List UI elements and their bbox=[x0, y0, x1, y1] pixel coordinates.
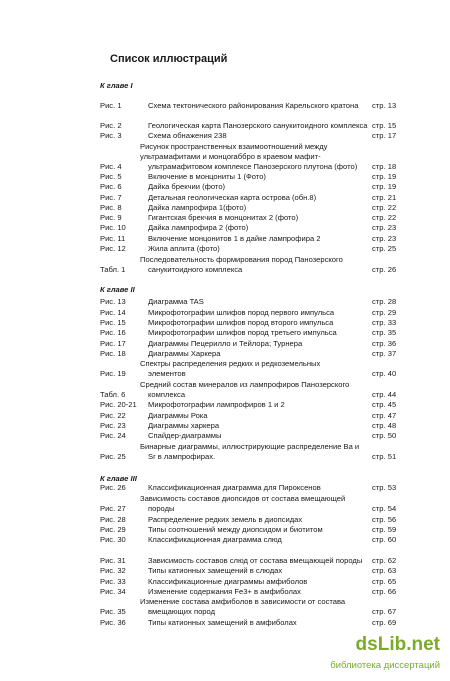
entry-number: Рис. 2 bbox=[100, 121, 122, 130]
entry-number: Рис. 31 bbox=[100, 556, 126, 565]
entry-page-ref: стр. 67 bbox=[372, 607, 397, 617]
entry-description: Дайка брекчии (фото) bbox=[148, 182, 226, 191]
entry-number: Рис. 17 bbox=[100, 339, 126, 348]
entry-number: Рис. 27 bbox=[100, 504, 126, 514]
entry-description: Спайдер-диаграммы bbox=[148, 431, 222, 440]
entry-description: Диаграммы Харкера bbox=[148, 349, 221, 358]
entry-page-ref: стр. 60 bbox=[372, 535, 397, 544]
entry-description: Последовательность формирования пород Панозерского bbox=[140, 255, 343, 264]
entry-number: Рис. 5 bbox=[100, 172, 122, 181]
entry-page-ref: стр. 17 bbox=[372, 131, 397, 140]
entry-description: Средний состав минералов из лампрофиров Панозерского bbox=[140, 380, 350, 389]
entry-number: Рис. 12 bbox=[100, 244, 126, 253]
entry-description: Типы катионных замещений в слюдах bbox=[148, 566, 283, 575]
entry-description: элементов bbox=[148, 369, 186, 379]
entry-description: породы bbox=[148, 504, 175, 514]
entry-description: Гигантская брекчия в монцонитах 2 (фото) bbox=[148, 213, 299, 222]
entry-description: Рисунок пространственных взаимоотношений между bbox=[140, 142, 328, 151]
entry-description: Диаграммы Рока bbox=[148, 411, 208, 420]
entry-number: Рис. 11 bbox=[100, 234, 126, 243]
entry-page-ref: стр. 40 bbox=[372, 369, 397, 379]
entry-description: Диаграммы харкера bbox=[148, 421, 220, 430]
entry-page-ref: стр. 44 bbox=[372, 390, 397, 400]
entry-description: Дайка лампрофира 1(фото) bbox=[148, 203, 247, 212]
entry-number: Рис. 16 bbox=[100, 328, 126, 337]
entry-number: Рис. 9 bbox=[100, 213, 122, 222]
entry-page-ref: стр. 21 bbox=[372, 193, 397, 202]
entry-description: вмещающих пород bbox=[148, 607, 216, 617]
entry-number: Рис. 19 bbox=[100, 369, 126, 379]
entry-description: Типы соотношений между диопсидом и биотитом bbox=[148, 525, 323, 534]
entry-description: Классификационная диаграмма для Пироксенов bbox=[148, 483, 321, 492]
entry-description: ультрамафитами и монцогаббро в краевом мафит- bbox=[140, 152, 321, 162]
entry-number: Рис. 29 bbox=[100, 525, 126, 534]
entry-page-ref: стр. 28 bbox=[372, 297, 397, 306]
logo-subtitle: библиотека диссертаций bbox=[330, 660, 440, 671]
entry-page-ref: стр. 33 bbox=[372, 318, 397, 327]
entry-page-ref: стр. 47 bbox=[372, 411, 397, 420]
entry-description: Дайка лампрофира 2 (фото) bbox=[148, 223, 249, 232]
entry-page-ref: стр. 23 bbox=[372, 223, 397, 232]
entry-description: Микрофотографии лампрофиров 1 и 2 bbox=[148, 400, 285, 409]
dslib-watermark-logo bbox=[330, 634, 446, 678]
chapter-heading: К главе I bbox=[100, 81, 133, 90]
entry-page-ref: стр. 53 bbox=[372, 483, 397, 492]
entry-number: Табл. 1 bbox=[100, 265, 126, 275]
chapter-heading: К главе III bbox=[100, 474, 137, 483]
entry-description: Включение в монцониты 1 (Фото) bbox=[148, 172, 266, 181]
entry-page-ref: стр. 37 bbox=[372, 349, 397, 358]
entry-number: Рис. 23 bbox=[100, 421, 126, 430]
entry-number: Рис. 4 bbox=[100, 162, 122, 172]
entry-description: комплекса bbox=[148, 390, 186, 400]
entry-number: Рис. 28 bbox=[100, 515, 126, 524]
entry-number: Рис. 10 bbox=[100, 223, 126, 232]
entry-description: Классификационные диаграммы амфиболов bbox=[148, 577, 308, 586]
entry-description: Схема тектонического районирования Карельского кратона bbox=[148, 101, 359, 110]
entry-number: Рис. 8 bbox=[100, 203, 122, 212]
entry-page-ref: стр. 18 bbox=[372, 162, 397, 172]
entry-page-ref: стр. 36 bbox=[372, 339, 397, 348]
entry-description: Геологическая карта Панозерского санукитоидного комплекса bbox=[148, 121, 368, 130]
entry-number: Рис. 30 bbox=[100, 535, 126, 544]
entry-description: Микрофотографии шлифов пород первого импульса bbox=[148, 308, 335, 317]
entry-number: Рис. 3 bbox=[100, 131, 122, 140]
entry-page-ref: стр. 29 bbox=[372, 308, 397, 317]
entry-page-ref: стр. 22 bbox=[372, 213, 397, 222]
entry-number: Рис. 15 bbox=[100, 318, 126, 327]
logo-brand: dsLib.net bbox=[355, 634, 440, 655]
entry-page-ref: стр. 13 bbox=[372, 101, 397, 110]
entry-page-ref: стр. 48 bbox=[372, 421, 397, 430]
entry-page-ref: стр. 63 bbox=[372, 566, 397, 575]
entry-description: Зависимость составов слюд от состава вмещающей породы bbox=[148, 556, 363, 565]
entry-page-ref: стр. 15 bbox=[372, 121, 397, 130]
entry-page-ref: стр. 65 bbox=[372, 577, 397, 586]
entry-description: Детальная геологическая карта острова (обн.8) bbox=[148, 193, 317, 202]
entry-number: Табл. 6 bbox=[100, 390, 126, 400]
entry-page-ref: стр. 50 bbox=[372, 431, 397, 440]
entry-description: Классификационная диаграмма слюд bbox=[148, 535, 282, 544]
entry-number: Рис. 20-21 bbox=[100, 400, 137, 409]
entry-description: санукитоидного комплекса bbox=[148, 265, 243, 275]
entry-number: Рис. 1 bbox=[100, 101, 122, 110]
entry-description: Жила аплита (фото) bbox=[148, 244, 220, 253]
entry-page-ref: стр. 26 bbox=[372, 265, 397, 275]
entry-number: Рис. 34 bbox=[100, 587, 126, 596]
entry-number: Рис. 14 bbox=[100, 308, 126, 317]
entry-description: Диаграммы Пецерилло и Тейлора; Турнера bbox=[148, 339, 303, 348]
entry-description: Спектры распределения редких и редкоземельных bbox=[140, 359, 321, 368]
entry-number: Рис. 24 bbox=[100, 431, 126, 440]
entry-number: Рис. 33 bbox=[100, 577, 126, 586]
entry-page-ref: стр. 69 bbox=[372, 618, 397, 627]
entry-description: Включение монцонитов 1 в дайке лампрофира 2 bbox=[148, 234, 321, 243]
entry-description: Распределение редких земель в диопсидах bbox=[148, 515, 303, 524]
page-title: Список иллюстраций bbox=[110, 53, 228, 65]
entry-description: Зависимость составов диопсидов от состава вмещающей bbox=[140, 494, 346, 503]
entry-description: Sr в лампрофирах. bbox=[148, 452, 216, 462]
entry-page-ref: стр. 19 bbox=[372, 172, 397, 181]
entry-page-ref: стр. 35 bbox=[372, 328, 397, 337]
entry-page-ref: стр. 62 bbox=[372, 556, 397, 565]
entry-page-ref: стр. 54 bbox=[372, 504, 397, 514]
entry-number: Рис. 25 bbox=[100, 452, 126, 462]
entry-page-ref: стр. 51 bbox=[372, 452, 397, 462]
entry-description: Изменение содержания Fe3+ в амфиболах bbox=[148, 587, 301, 596]
entry-page-ref: стр. 56 bbox=[372, 515, 397, 524]
entry-number: Рис. 22 bbox=[100, 411, 126, 420]
chapter-heading: К главе II bbox=[100, 285, 135, 294]
entry-page-ref: стр. 23 bbox=[372, 234, 397, 243]
entry-page-ref: стр. 25 bbox=[372, 244, 397, 253]
entry-description: Микрофотографии шлифов пород второго импульса bbox=[148, 318, 334, 327]
entry-number: Рис. 6 bbox=[100, 182, 122, 191]
entry-page-ref: стр. 19 bbox=[372, 182, 397, 191]
entry-description: Микрофотографии шлифов пород третьего импульса bbox=[148, 328, 337, 337]
entry-number: Рис. 36 bbox=[100, 618, 126, 627]
entry-number: Рис. 26 bbox=[100, 483, 126, 492]
entry-page-ref: стр. 59 bbox=[372, 525, 397, 534]
entry-page-ref: стр. 22 bbox=[372, 203, 397, 212]
entry-description: Типы катионных замещений в амфиболах bbox=[148, 618, 297, 627]
entry-description: Диаграмма TAS bbox=[148, 297, 204, 306]
entry-number: Рис. 32 bbox=[100, 566, 126, 575]
entry-number: Рис. 35 bbox=[100, 607, 126, 617]
entry-description: Изменение состава амфиболов в зависимости от состава bbox=[140, 597, 346, 606]
entry-description: ультрамафитовом комплексе Панозерского плутона (фото) bbox=[148, 162, 358, 172]
entry-page-ref: стр. 66 bbox=[372, 587, 397, 596]
entry-number: Рис. 7 bbox=[100, 193, 122, 202]
entry-number: Рис. 18 bbox=[100, 349, 126, 358]
entry-description: Бинарные диаграммы, иллюстрирующие распределение Ва и bbox=[140, 442, 360, 451]
entry-page-ref: стр. 45 bbox=[372, 400, 397, 409]
entry-number: Рис. 13 bbox=[100, 297, 126, 306]
entry-description: Схема обнажения 238 bbox=[148, 131, 227, 140]
